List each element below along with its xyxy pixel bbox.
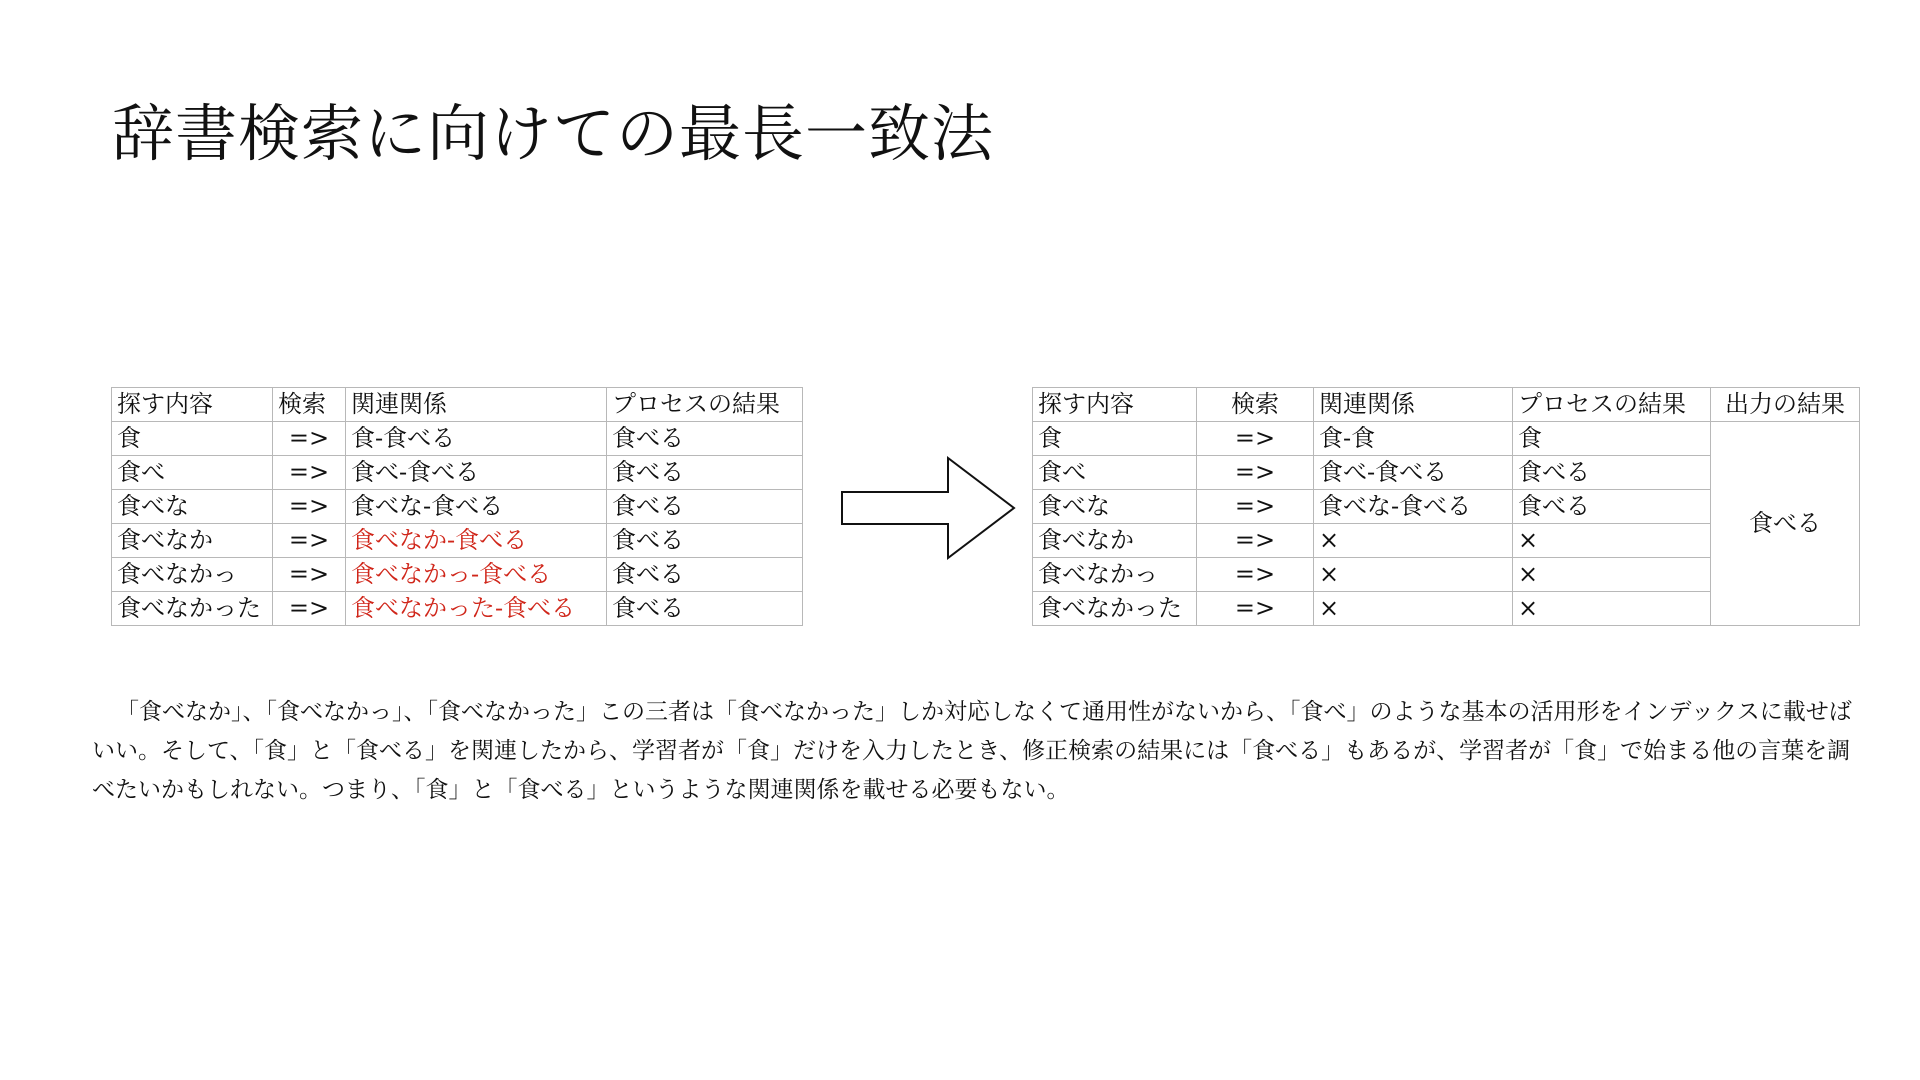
- table-row: [1033, 422, 1860, 456]
- search-arrow-cell: =>: [1197, 422, 1314, 456]
- output-result-cell: 食べる: [1711, 422, 1860, 626]
- relation-cell: 食-食べる: [346, 422, 607, 456]
- result-cell: 食べる: [607, 422, 803, 456]
- search-arrow-cell: =>: [1197, 490, 1314, 524]
- query-cell: 食べ: [1033, 456, 1197, 490]
- search-arrow-cell: =>: [273, 592, 346, 626]
- result-cell: 食: [1513, 422, 1711, 456]
- query-cell: 食べな: [1033, 490, 1197, 524]
- search-arrow-cell: =>: [273, 558, 346, 592]
- page-title: 辞書検索に向けての最長一致法: [112, 97, 995, 170]
- header-cell: 探す内容: [1033, 388, 1197, 422]
- table-row: [112, 592, 803, 626]
- query-cell: 食: [1033, 422, 1197, 456]
- result-cell: 食べる: [607, 524, 803, 558]
- relation-cell: ×: [1314, 558, 1513, 592]
- result-cell: 食べる: [607, 456, 803, 490]
- query-cell: 食べなか: [1033, 524, 1197, 558]
- result-cell: 食べる: [607, 558, 803, 592]
- relation-cell-highlighted: 食べなかった-食べる: [346, 592, 607, 626]
- header-cell: プロセスの結果: [607, 388, 803, 422]
- relation-cell: 食べな-食べる: [1314, 490, 1513, 524]
- result-cell: ×: [1513, 558, 1711, 592]
- table-row: [112, 422, 803, 456]
- header-cell: 関連関係: [346, 388, 607, 422]
- search-arrow-cell: =>: [273, 456, 346, 490]
- search-arrow-cell: =>: [1197, 592, 1314, 626]
- header-cell: 出力の結果: [1711, 388, 1860, 422]
- result-cell: 食べる: [1513, 456, 1711, 490]
- table-header-row: [112, 388, 803, 422]
- query-cell: 食べなかっ: [1033, 558, 1197, 592]
- query-cell: 食べ: [112, 456, 273, 490]
- right-table: [1032, 387, 1860, 626]
- table-header-row: [1033, 388, 1860, 422]
- table-row: [112, 558, 803, 592]
- relation-cell: ×: [1314, 524, 1513, 558]
- query-cell: 食べなかった: [1033, 592, 1197, 626]
- search-arrow-cell: =>: [1197, 456, 1314, 490]
- header-cell: プロセスの結果: [1513, 388, 1711, 422]
- header-cell: 探す内容: [112, 388, 273, 422]
- table-row: [112, 524, 803, 558]
- search-arrow-cell: =>: [1197, 524, 1314, 558]
- relation-cell-highlighted: 食べなかっ-食べる: [346, 558, 607, 592]
- result-cell: 食べる: [607, 490, 803, 524]
- result-cell: ×: [1513, 524, 1711, 558]
- query-cell: 食: [112, 422, 273, 456]
- relation-cell: 食べ-食べる: [1314, 456, 1513, 490]
- search-arrow-cell: =>: [273, 524, 346, 558]
- table-row: [112, 490, 803, 524]
- search-arrow-cell: =>: [273, 490, 346, 524]
- search-arrow-cell: =>: [273, 422, 346, 456]
- header-cell: 検索: [273, 388, 346, 422]
- left-table: [111, 387, 803, 626]
- relation-cell: ×: [1314, 592, 1513, 626]
- header-cell: 関連関係: [1314, 388, 1513, 422]
- relation-cell-highlighted: 食べなか-食べる: [346, 524, 607, 558]
- table-row: [112, 456, 803, 490]
- query-cell: 食べなかっ: [112, 558, 273, 592]
- query-cell: 食べなか: [112, 524, 273, 558]
- result-cell: 食べる: [607, 592, 803, 626]
- query-cell: 食べなかった: [112, 592, 273, 626]
- header-cell: 検索: [1197, 388, 1314, 422]
- query-cell: 食べな: [112, 490, 273, 524]
- relation-cell: 食べ-食べる: [346, 456, 607, 490]
- result-cell: 食べる: [1513, 490, 1711, 524]
- search-arrow-cell: =>: [1197, 558, 1314, 592]
- relation-cell: 食-食: [1314, 422, 1513, 456]
- right-arrow-outline-icon: [840, 456, 1016, 560]
- explanation-paragraph: 「食べなか」、「食べなかっ」、「食べなかった」この三者は「食べなかった」しか対応しなくて通用性がないから、「食べ」のような基本の活用形をインデックスに載せばいい。そして、「食」と「食べる」を関連したから、学習者が「食」だけを入力したとき、修正検索の結果には「食べる」もあるが、学習者が「食」で始まる他の言葉を調べたいかもしれない。つまり、「食」と「食べる」というような関連関係を載せる必要もない。: [92, 699, 1852, 803]
- relation-cell: 食べな-食べる: [346, 490, 607, 524]
- result-cell: ×: [1513, 592, 1711, 626]
